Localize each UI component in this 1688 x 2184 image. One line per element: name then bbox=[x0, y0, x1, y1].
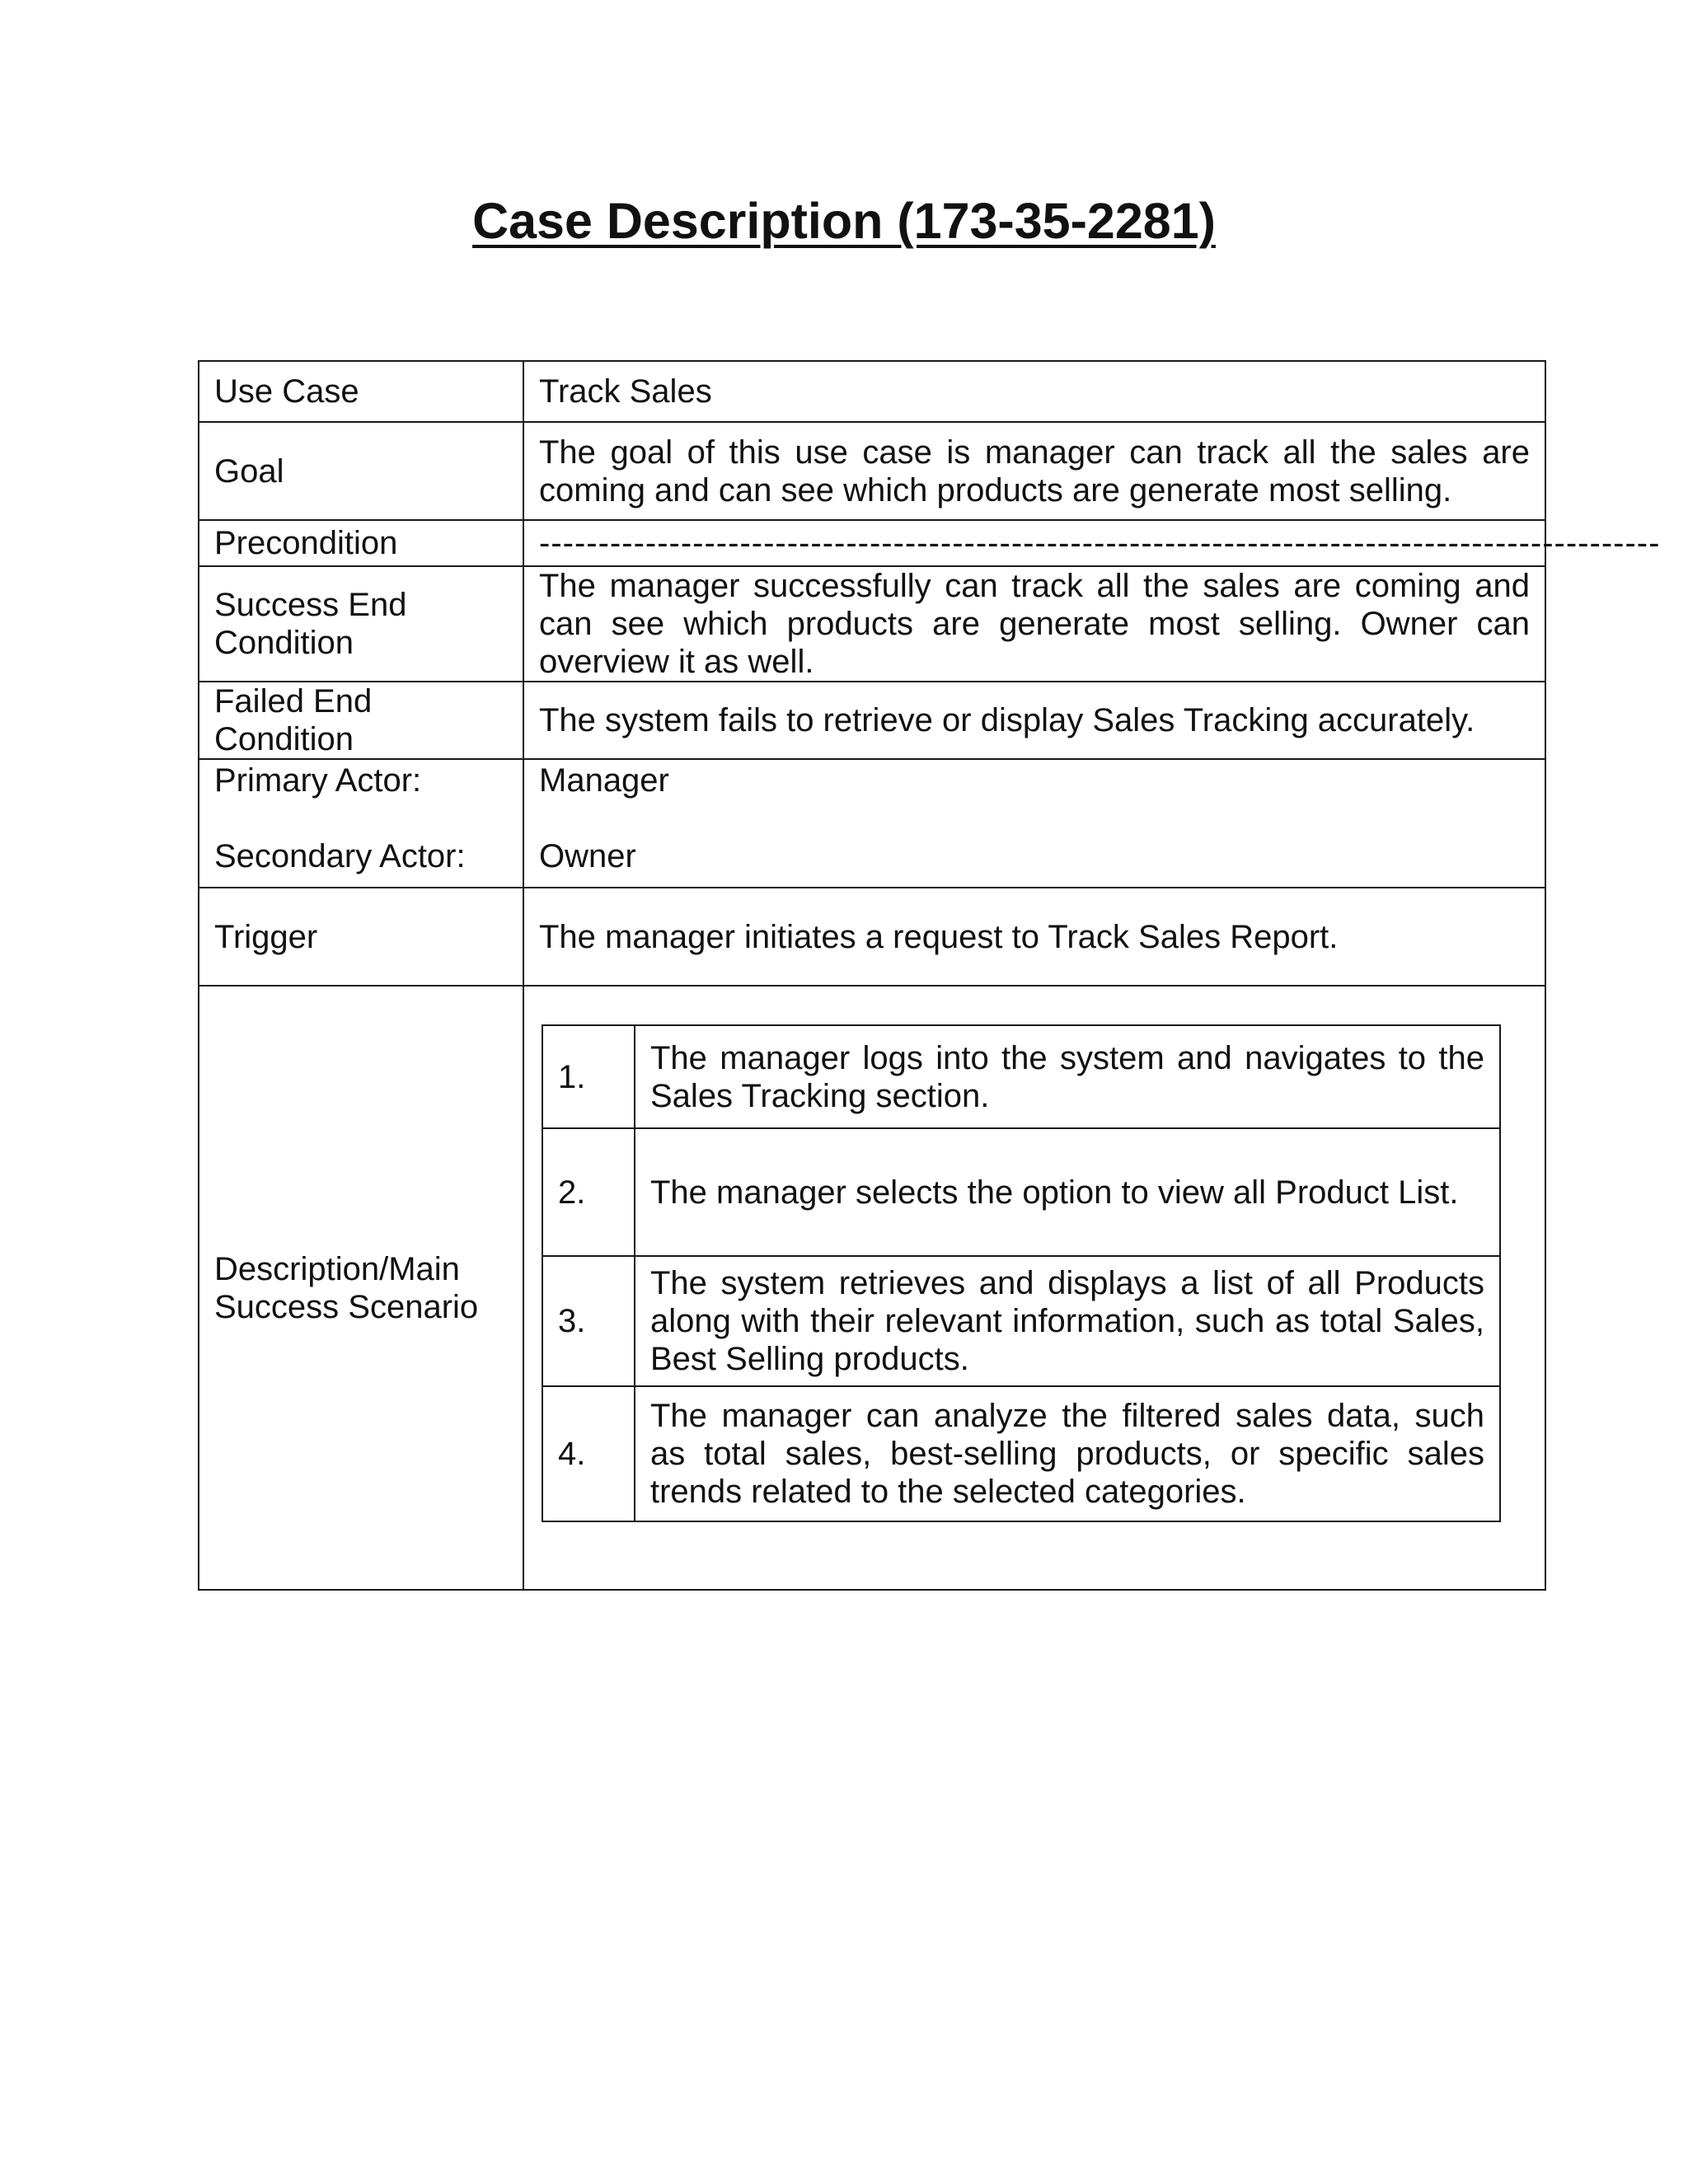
step-row bbox=[542, 1025, 1500, 1128]
step-row bbox=[542, 1128, 1500, 1256]
trigger-label: Trigger bbox=[199, 888, 523, 986]
row-goal bbox=[199, 422, 1545, 520]
step-text: The manager selects the option to view all Product List. bbox=[635, 1128, 1500, 1256]
step-row bbox=[542, 1256, 1500, 1386]
secondary-actor-value: Owner bbox=[539, 838, 636, 874]
step-text: The manager can analyze the filtered sales data, such as total sales, best-selling products, or specific sales trends related to the selected categories. bbox=[635, 1386, 1500, 1521]
step-number: 3. bbox=[542, 1256, 635, 1386]
trigger-value: The manager initiates a request to Track Sales Report. bbox=[523, 888, 1545, 986]
actor-spacer bbox=[214, 799, 508, 837]
precondition-label: Precondition bbox=[199, 520, 523, 566]
success-end-label: Success End Condition bbox=[199, 566, 523, 682]
row-failed-end bbox=[199, 682, 1545, 759]
row-use-case bbox=[199, 361, 1545, 422]
page-title: Case Description (173-35-2281) bbox=[472, 193, 1216, 249]
step-text: The manager logs into the system and navigates to the Sales Tracking section. bbox=[635, 1025, 1500, 1128]
steps-table bbox=[542, 1024, 1501, 1522]
description-label: Description/Main Success Scenario bbox=[199, 986, 523, 1590]
row-success-end bbox=[199, 566, 1545, 682]
row-actors bbox=[199, 759, 1545, 888]
goal-value: The goal of this use case is manager can track all the sales are coming and can see which products are generate most selling. bbox=[523, 422, 1545, 520]
actor-spacer bbox=[539, 799, 1530, 837]
precondition-value: ----------------------------------------------------------------------------------------------- bbox=[539, 525, 1661, 561]
success-end-value: The manager successfully can track all the sales are coming and can see which products are generate most selling. Owner can overview it as well. bbox=[523, 566, 1545, 682]
actors-value-cell bbox=[523, 759, 1545, 888]
step-row bbox=[542, 1386, 1500, 1521]
step-number: 2. bbox=[542, 1128, 635, 1256]
step-text: The system retrieves and displays a list of all Products along with their relevant information, such as total Sales, Best Selling products. bbox=[635, 1256, 1500, 1386]
goal-label: Goal bbox=[199, 422, 523, 520]
steps-cell bbox=[523, 986, 1545, 1590]
use-case-table bbox=[198, 360, 1661, 1591]
failed-end-value: The system fails to retrieve or display Sales Tracking accurately. bbox=[523, 682, 1545, 759]
row-trigger bbox=[199, 888, 1545, 986]
row-description bbox=[199, 986, 1545, 1590]
row-precondition bbox=[199, 520, 1545, 566]
use-case-label: Use Case bbox=[199, 361, 523, 422]
primary-actor-label: Primary Actor: bbox=[214, 762, 422, 799]
step-number: 4. bbox=[542, 1386, 635, 1521]
secondary-actor-label: Secondary Actor: bbox=[214, 838, 466, 874]
precondition-cell bbox=[523, 520, 1661, 566]
failed-end-label: Failed End Condition bbox=[199, 682, 523, 759]
step-number: 1. bbox=[542, 1025, 635, 1128]
actors-label-cell bbox=[199, 759, 523, 888]
use-case-value: Track Sales bbox=[523, 361, 1545, 422]
primary-actor-value: Manager bbox=[539, 762, 669, 799]
